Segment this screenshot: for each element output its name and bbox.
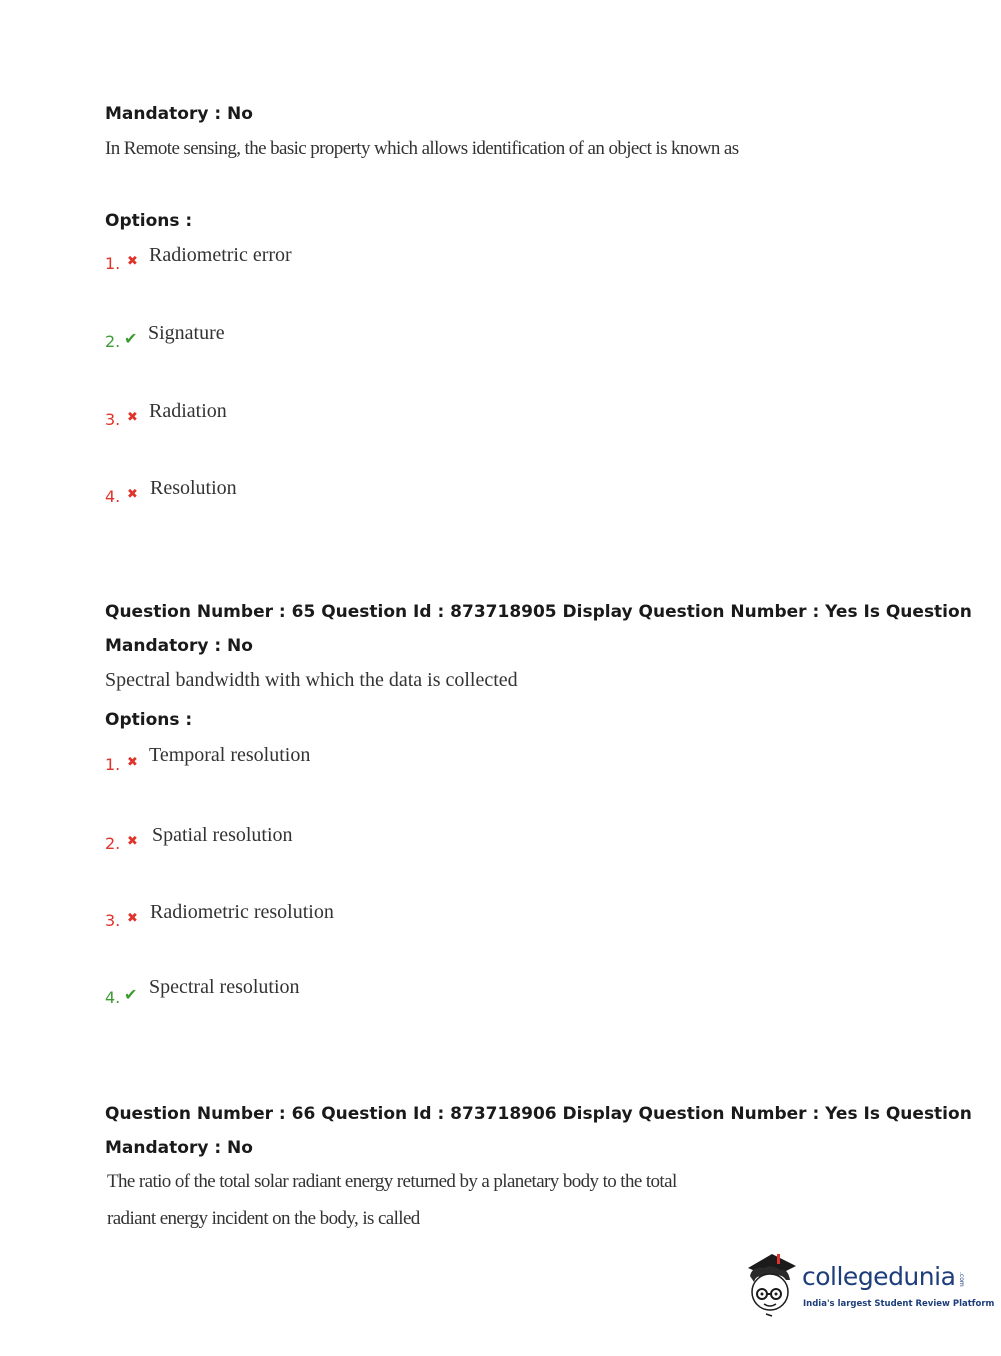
logo-wordmark: collegedunia	[802, 1262, 956, 1291]
wrong-icon: ✖	[127, 410, 138, 425]
question-text-line2: radiant energy incident on the body, is called	[107, 1208, 420, 1229]
mandatory-label: Mandatory : No	[105, 104, 253, 124]
check-icon: ✔	[124, 329, 138, 348]
option-number: 2.	[105, 834, 121, 853]
question-text: Spectral bandwidth with which the data is collected	[105, 669, 518, 691]
wrong-icon: ✖	[127, 834, 138, 849]
option-number: 2.	[105, 332, 121, 351]
option-number: 4.	[105, 487, 121, 506]
question-header: Question Number : 65 Question Id : 873718905 Display Question Number : Yes Is Question	[105, 602, 972, 622]
wrong-icon: ✖	[127, 911, 138, 926]
option-text: Resolution	[150, 477, 237, 499]
option-number: 4.	[105, 988, 121, 1007]
option-text: Radiometric error	[149, 244, 292, 266]
logo-tagline: India's largest Student Review Platform	[803, 1299, 995, 1309]
options-label: Options :	[105, 710, 193, 730]
wrong-icon: ✖	[127, 254, 138, 269]
option-text: Signature	[148, 322, 225, 344]
option-text: Temporal resolution	[149, 744, 311, 766]
mascot-icon	[742, 1250, 802, 1320]
mandatory-label: Mandatory : No	[105, 1138, 253, 1158]
collegedunia-logo	[742, 1250, 995, 1320]
question-text: The ratio of the total solar radiant energy returned by a planetary body to the total	[107, 1171, 677, 1192]
option-number: 1.	[105, 254, 121, 273]
option-number: 3.	[105, 911, 121, 930]
option-text: Radiometric resolution	[150, 901, 334, 923]
option-text: Spatial resolution	[152, 824, 293, 846]
option-number: 1.	[105, 755, 121, 774]
question-header: Question Number : 66 Question Id : 873718906 Display Question Number : Yes Is Question	[105, 1104, 972, 1124]
logo-dotcom: .com	[958, 1272, 965, 1287]
option-text: Spectral resolution	[149, 976, 300, 998]
check-icon: ✔	[124, 985, 138, 1004]
option-number: 3.	[105, 410, 121, 429]
option-text: Radiation	[149, 400, 227, 422]
mandatory-label: Mandatory : No	[105, 636, 253, 656]
question-text: In Remote sensing, the basic property which allows identification of an object is known as	[105, 138, 739, 159]
wrong-icon: ✖	[127, 487, 138, 502]
wrong-icon: ✖	[127, 755, 138, 770]
options-label: Options :	[105, 211, 193, 231]
